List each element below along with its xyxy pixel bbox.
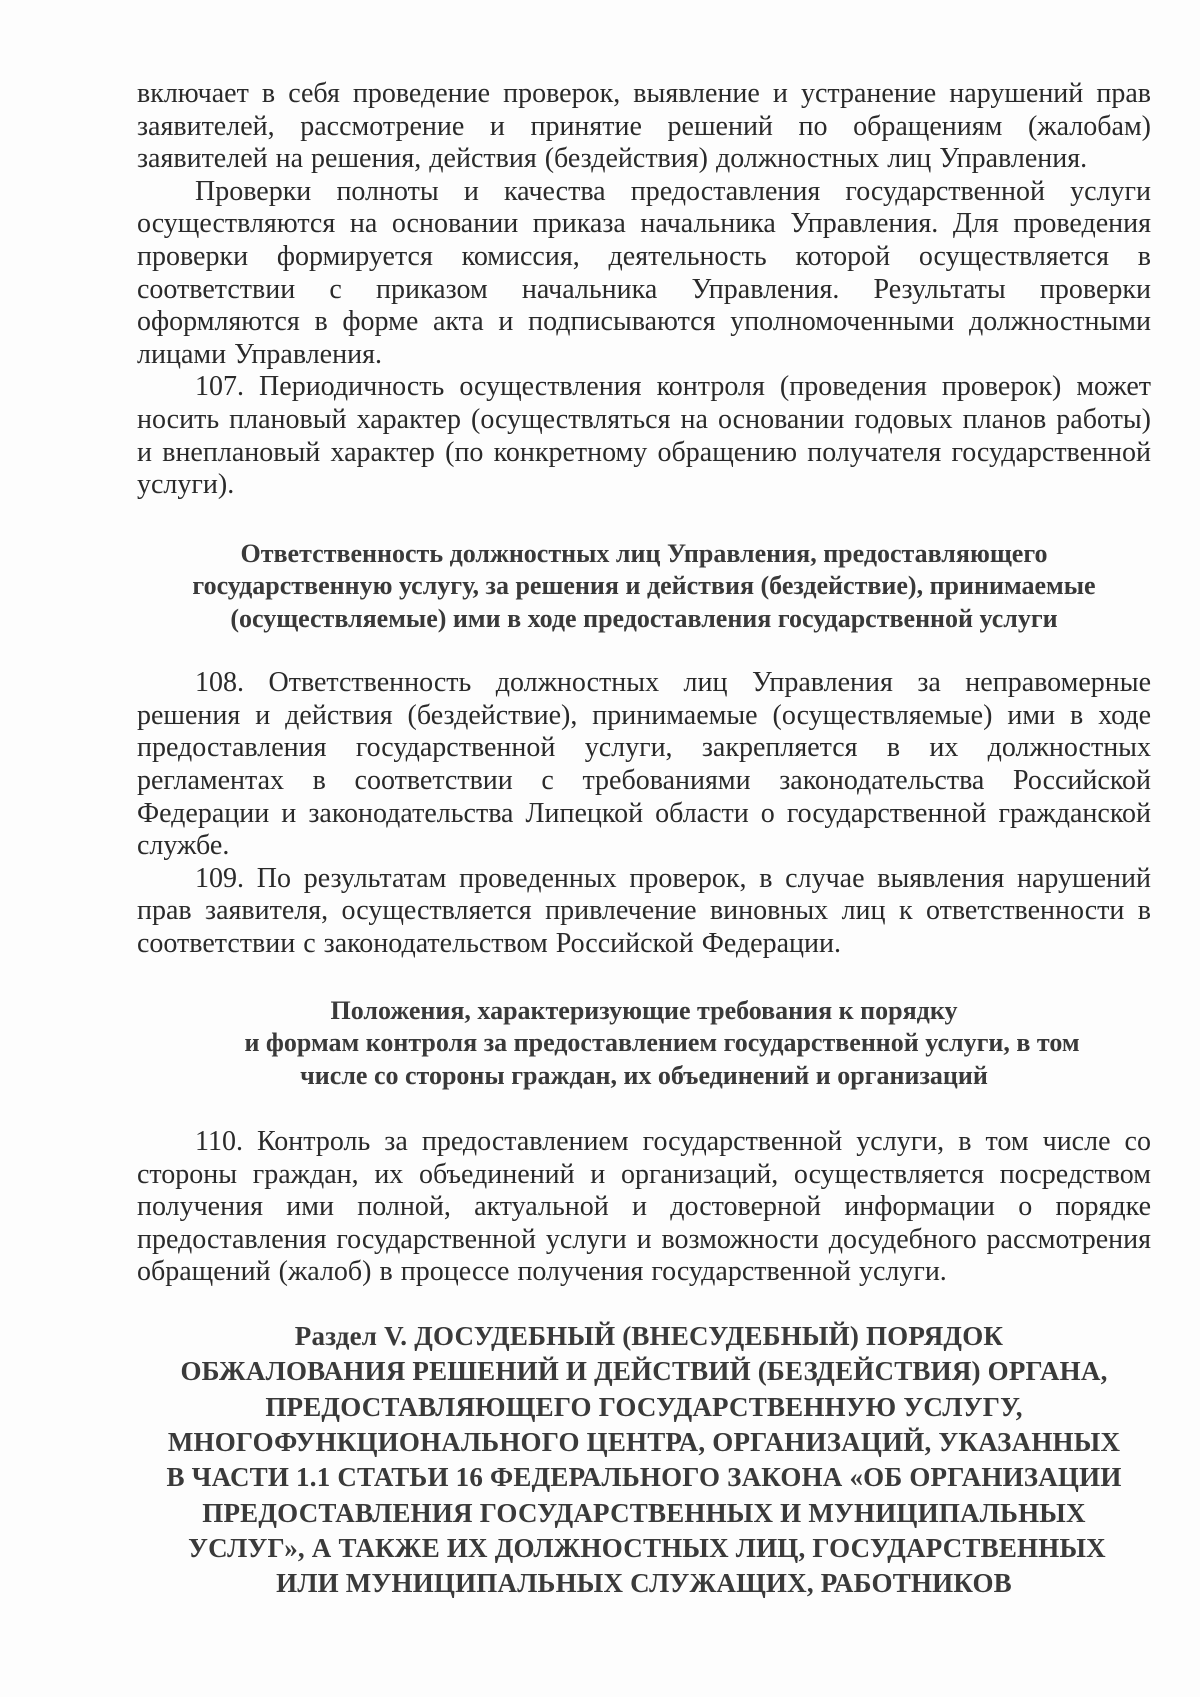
heading-line: УСЛУГ», А ТАКЖЕ ИХ ДОЛЖНОСТНЫХ ЛИЦ, ГОСУДАРСТВЕННЫХ [188, 1532, 1106, 1563]
section-v-title [137, 1319, 1151, 1601]
heading-official-responsibility [137, 538, 1151, 636]
heading-line: МНОГОФУНКЦИОНАЛЬНОГО ЦЕНТРА, ОРГАНИЗАЦИЙ, УКАЗАННЫХ [167, 1426, 1121, 1457]
heading-line: Раздел V. ДОСУДЕБНЫЙ (ВНЕСУДЕБНЫЙ) ПОРЯДОК [294, 1321, 1004, 1352]
heading-control-requirements [137, 995, 1151, 1093]
heading-line: В ЧАСТИ 1.1 СТАТЬИ 16 ФЕДЕРАЛЬНОГО ЗАКОНА «ОБ ОРГАНИЗАЦИИ [166, 1462, 1122, 1493]
heading-line: числе со стороны граждан, их объединений и организаций [300, 1060, 988, 1090]
heading-line: государственную услугу, за решения и действия (бездействие), принимаемые [192, 571, 1096, 601]
heading-line: ИЛИ МУНИЦИПАЛЬНЫХ СЛУЖАЩИХ, РАБОТНИКОВ [276, 1568, 1012, 1599]
heading-line: Ответственность должностных лиц Управления, предоставляющего [240, 538, 1048, 568]
paragraph-109: 109. По результатам проведенных проверок, в случае выявления нарушений прав заявителя, осуществляется привлечение виновных лиц к ответственности в соответствии с законодательством Российской Федерации. [137, 862, 1151, 959]
heading-line: ПРЕДОСТАВЛЯЮЩЕГО ГОСУДАРСТВЕННУЮ УСЛУГУ, [265, 1391, 1023, 1422]
paragraph-110: 110. Контроль за предоставлением государственной услуги, в том числе со стороны граждан, их объединений и организаций, осуществляется посредством получения ими полной, актуальной и достоверной информации о порядке предоставления государственной услуги и возможности досудебного рассмотрения обращений (жалоб) в процессе получения государственной услуги. [137, 1126, 1151, 1288]
paragraph-108: 108. Ответственность должностных лиц Управления за неправомерные решения и действия (бездействие), принимаемые (осуществляемые) ими в ходе предоставления государственной услуги, закрепляется в их должностных регламентах в соответствии с требованиями законодательства Российской Федерации и законодательства Липецкой области о государственной гражданской службе. [137, 667, 1151, 862]
heading-line: ПРЕДОСТАВЛЕНИЯ ГОСУДАРСТВЕННЫХ И МУНИЦИПАЛЬНЫХ [202, 1497, 1086, 1528]
heading-line: Положения, характеризующие требования к порядку [330, 995, 958, 1025]
paragraph-107: 107. Периодичность осуществления контроля (проведения проверок) может носить плановый характер (осуществляться на основании годовых планов работы) и внеплановый характер (по конкретному обращению получателя государственной услуги). [137, 371, 1151, 501]
document-body [137, 78, 1151, 1601]
heading-line: и формам контроля за предоставлением государственной услуги, в том [244, 1028, 1080, 1058]
paragraph-inspections: Проверки полноты и качества предоставления государственной услуги осуществляются на основании приказа начальника Управления. Для проведения проверки формируется комиссия, деятельность которой осуществляется в соответствии с приказом начальника Управления. Результаты проверки оформляются в форме акта и подписываются уполномоченными должностными лицами Управления. [137, 175, 1151, 370]
paragraph-control-scope: включает в себя проведение проверок, выявление и устранение нарушений прав заявителей, рассмотрение и принятие решений по обращениям (жалобам) заявителей на решения, действия (бездействия) должностных лиц Управления. [137, 78, 1151, 175]
heading-line: (осуществляемые) ими в ходе предоставления государственной услуги [230, 603, 1058, 633]
heading-line: ОБЖАЛОВАНИЯ РЕШЕНИЙ И ДЕЙСТВИЙ (БЕЗДЕЙСТВИЯ) ОРГАНА, [180, 1356, 1108, 1387]
